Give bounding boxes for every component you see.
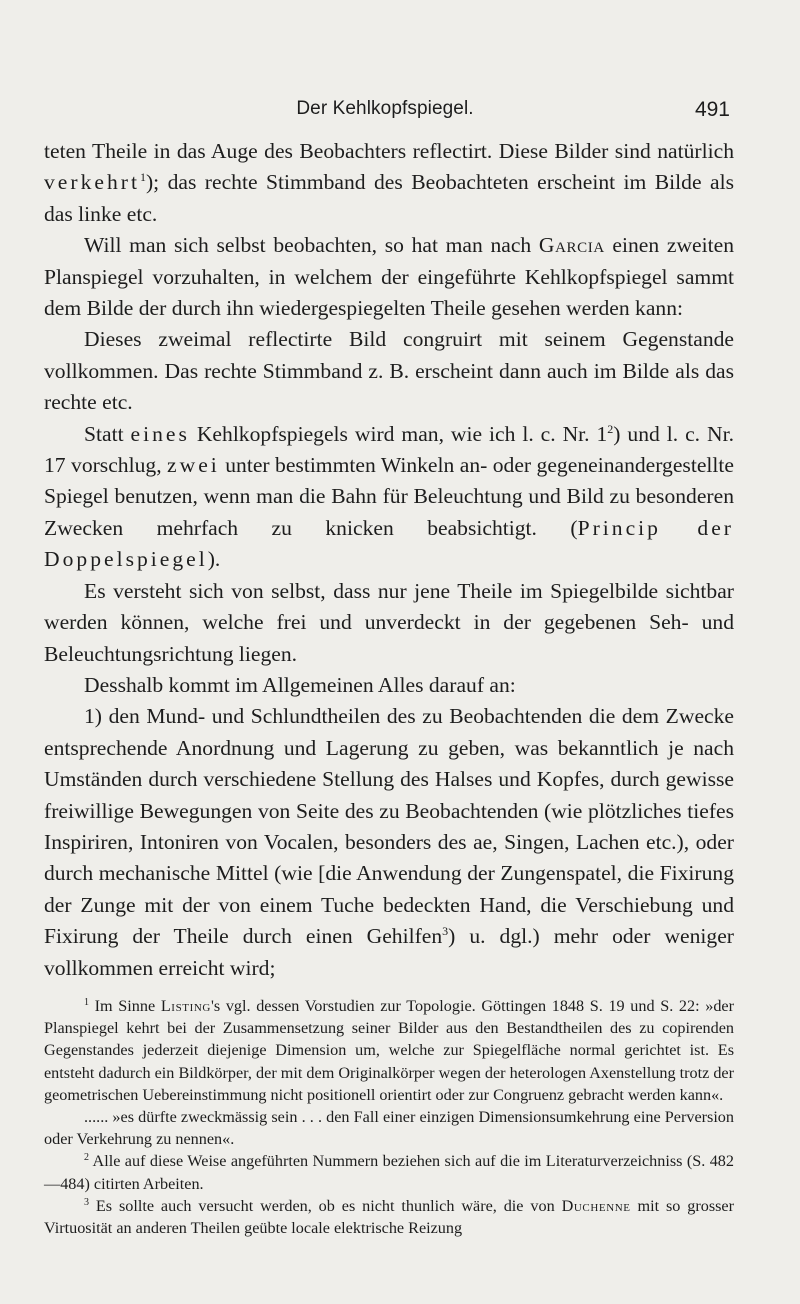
author-name: Garcia <box>538 233 605 258</box>
footnote-ref-1: 1 <box>139 170 146 185</box>
footnote-2: $^2$ Alle auf diese Weise angeführten Nummern beziehen sich auf die im Literaturverzeichniss (S. 482—484) citirten Arbeiten. <box>44 1152 734 1193</box>
footnote-1: $^1$ Im Sinne Listing's vgl. dessen Vorstudien zur Topologie. Göttingen 1848 S. 19 und S. 22: »der Planspiegel kehrt bei der Zusammensetzung seiner Bilder aus den Bestandtheilen des zu copirenden Gegenstandes jederzeit diejenige Dimension um, welche zur Spiegelfläche normal gerichtet ist. Es entsteht dadurch ein Bildkörper, der mit dem Originalkörper wegen der heterologen Axenstellung trotz der geometrischen Uebereinstimmung nicht positionell orientirt oder zur Congruenz gebracht werden kann«. <box>44 997 735 1104</box>
emphasis-spaced: eines <box>130 421 190 446</box>
running-title: Der Kehlkopfspiegel. <box>296 98 474 119</box>
emphasis-spaced: zwei <box>167 453 220 478</box>
footnote-3: $^3$ Es sollte auch versucht werden, ob es nicht thunlich wäre, die von Duchenne mit so grosser Virtuosität an anderen Theilen geübte locale elektrische Reizung <box>44 1196 735 1238</box>
footnote-ref-2: 2 <box>607 421 614 436</box>
paragraph-4: Statt eines Kehlkopfspiegels wird man, wie ich l. c. Nr. $1^2$) und l. c. Nr. 17 vorschlug, zwei unter bestimmten Winkeln an- oder gegeneinandergestellte Spiegel benutzen, wenn man die Bahn für Beleuchtung und Bild zu besonderen Zwecken mehrfach zu knicken beabsichtigt. (Princip der Doppelspiegel). <box>44 421 735 572</box>
paragraph-3: Dieses zweimal reflectirte Bild congruirt mit seinem Gegenstande vollkommen. Das rechte Stimmband z. B. erscheint dann auch im Bilde als das rechte etc. <box>44 327 734 415</box>
paragraph-6: Desshalb kommt im Allgemeinen Alles darauf an: <box>84 672 516 697</box>
emphasis-spaced: verkehrt <box>44 170 140 195</box>
page-header <box>40 98 730 128</box>
author-name: Listing <box>160 997 211 1015</box>
emphasis-spaced: Princip der Doppelspiegel <box>44 515 734 572</box>
footnotes <box>44 995 734 1239</box>
paragraph-1: teten Theile in das Auge des Beobachters reflectirt. Diese Bilder sind natürlich verkehrt$^1$); das rechte Stimmband des Beobachteten erscheint im Bilde als das linke etc. <box>44 139 734 226</box>
page-number: 491 <box>694 98 730 121</box>
footnote-ref-3: 3 <box>442 924 449 939</box>
paragraph-2: Will man sich selbst beobachten, so hat man nach Garcia einen zweiten Planspiegel vorzuhalten, in welchem der eingeführte Kehlkopfspiegel sammt dem Bilde der durch ihn wiedergespiegelten Theile gesehen werden kann: <box>44 233 734 321</box>
footnote-1-continuation: ...... »es dürfte zweckmässig sein . . . den Fall einer einzigen Dimensionsumkehrung eine Perversion oder Verkehrung zu nennen«. <box>44 1108 734 1149</box>
paragraph-5: Es versteht sich von selbst, dass nur jene Theile im Spiegelbilde sichtbar werden können, welche frei und unverdeckt in der gegebenen Seh- und Beleuchtungsrichtung liegen. <box>44 578 734 666</box>
main-text <box>44 136 734 984</box>
paragraph-7: 1) den Mund- und Schlundtheilen des zu Beobachtenden die dem Zwecke entsprechende Anordnung und Lagerung zu geben, was bekanntlich je nach Umständen durch verschiedene Stellung des Halses und Kopfes, durch gewisse freiwillige Bewegungen von Seite des zu Beobachtenden (wie plötzliches tiefes Inspiriren, Intoniren von Vocalen, besonders des ae, Singen, Lachen etc.), oder durch mechanische Mittel (wie [die Anwendung der Zungenspatel, die Fixirung der Zunge mit der von einem Tuche bedeckten Hand, die Verschiebung und Fixirung der Theile durch einen Gehilfen$^3$) u. dgl.) mehr oder weniger vollkommen erreicht wird; <box>44 704 734 980</box>
author-name: Duchenne <box>561 1196 631 1215</box>
